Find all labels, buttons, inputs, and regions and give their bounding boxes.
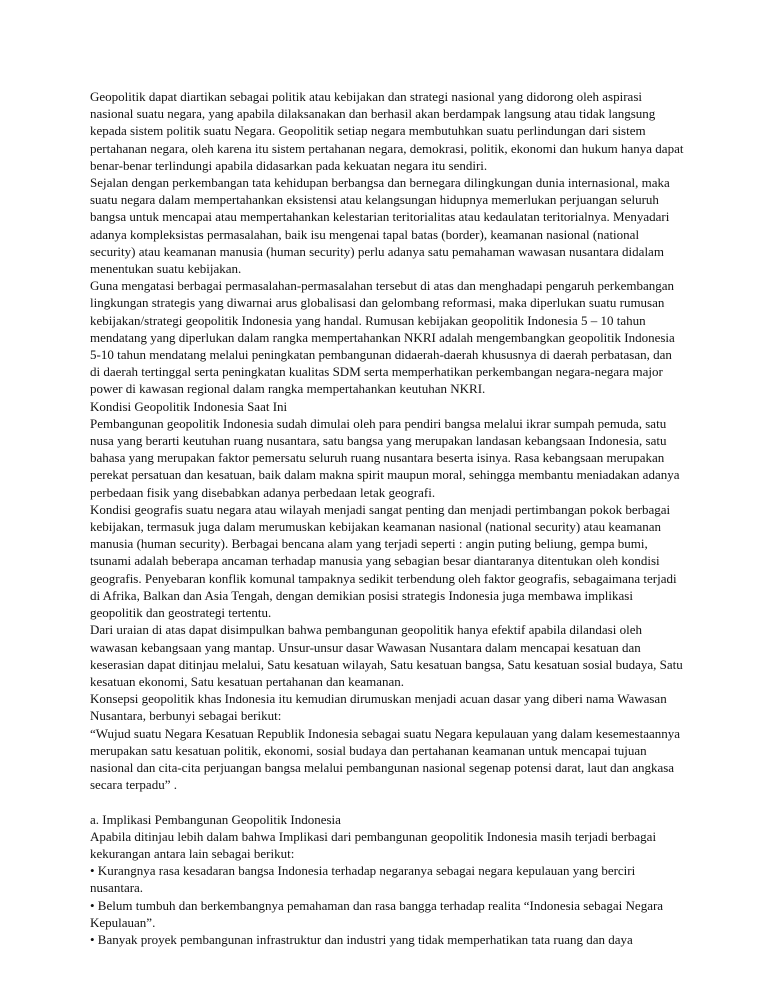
paragraph-wawasan-quote: “Wujud suatu Negara Kesatuan Republik Indonesia sebagai suatu Negara kepulauan yang dalam kesemestaannya merupakan satu kesatuan politik, ekonomi, sosial budaya dan pertahanan keamanan untuk mencapai tujuan nasional dan cita-cita perjuangan bangsa melalui pembangunan nasional segenap potensi darat, laut dan angkasa secara terpadu” . [90,725,681,793]
bullet-item: • Belum tumbuh dan berkembangnya pemahaman dan rasa bangga terhadap realita “Indonesia sebagai Negara Kepulauan”. [90,897,664,930]
paragraph-implications-intro: Apabila ditinjau lebih dalam bahwa Implikasi dari pembangunan geopolitik Indonesia masih terjadi berbagai kekurangan antara lain sebagai berikut: [90,828,657,861]
bullet-item: • Banyak proyek pembangunan infrastruktur dan industri yang tidak memperhatikan tata ruang dan daya [90,931,633,947]
paragraph-strategy-formulation: Guna mengatasi berbagai permasalahan-permasalahan tersebut di atas dan menghadapi pengaruh perkembangan lingkungan strategis yang diwarnai arus globalisasi dan gelombang reformasi, maka diperlukan suatu rumusan kebijakan/strategi geopolitik Indonesia yang handal. Rumusan kebijakan geopolitik Indonesia 5 – 10 tahun mendatang yang diperlukan dalam rangka mempertahankan NKRI adalah mengembangkan geopolitik Indonesia 5-10 tahun mendatang melalui peningkatan pembangunan didaerah-daerah khususnya di daerah perbatasan, dan di daerah tertinggal serta peningkatan kualitas SDM serta memperhatikan perkembangan negara-negara major power di kawasan regional dalam rangka mempertahankan keutuhan NKRI. [90,278,675,397]
section-heading-implications: a. Implikasi Pembangunan Geopolitik Indonesia [90,811,341,827]
section-heading-current-condition: Kondisi Geopolitik Indonesia Saat Ini [90,398,288,414]
bullet-item: • Kurangnya rasa kesadaran bangsa Indonesia terhadap negaranya sebagai negara kepulauan yang berciri nusantara. [90,863,636,896]
paragraph-wawasan-intro: Konsepsi geopolitik khas Indonesia itu kemudian dirumuskan menjadi acuan dasar yang diberi nama Wawasan Nusantara, berbunyi sebagai berikut: [90,691,667,724]
document-body [90,88,685,948]
paragraph-international-development: Sejalan dengan perkembangan tata kehidupan berbangsa dan bernegara dilingkungan dunia internasional, maka suatu negara dalam mempertahankan eksistensi atau kelangsungan hidupnya memerlukan perjuangan seluruh bangsa untuk mencapai atau mempertahankan kelestarian teritorialitas atau kedaulatan teritorialnya. Menyadari adanya kompleksistas permasalahan, baik isu mengenai tapal batas (border), keamanan nasional (national security) atau keamanan manusia (human security) perlu adanya satu pemahaman wawasan nusantara didalam menentukan suatu kebijakan. [90,175,670,277]
paragraph-geopolitik-definition: Geopolitik dapat diartikan sebagai politik atau kebijakan dan strategi nasional yang didorong oleh aspirasi nasional suatu negara, yang apabila dilaksanakan dan berhasil akan berdampak langsung atau tidak langsung kepada sistem politik suatu Negara. Geopolitik setiap negara membutuhkan suatu perlindungan dari sistem pertahanan negara, oleh karena itu sistem pertahanan negara, demokrasi, politik, ekonomi dan hukum hanya dapat benar-benar terlindungi apabila didasarkan pada kekuatan negara itu sendiri. [90,89,684,173]
paragraph-conclusion: Dari uraian di atas dapat disimpulkan bahwa pembangunan geopolitik hanya efektif apabila dilandasi oleh wawasan kebangsaan yang mantap. Unsur-unsur dasar Wawasan Nusantara dalam mencapai kesatuan dan keserasian dapat ditinjau melalui, Satu kesatuan wilayah, Satu kesatuan bangsa, Satu kesatuan sosial budaya, Satu kesatuan ekonomi, Satu kesatuan pertahanan dan keamanan. [90,622,683,689]
paragraph-geographic-condition: Kondisi geografis suatu negara atau wilayah menjadi sangat penting dan menjadi pertimbangan pokok berbagai kebijakan, termasuk juga dalam merumuskan kebijakan keamanan nasional (national security) atau keamanan manusia (human security). Berbagai bencana alam yang terjadi seperti : angin puting beliung, gempa bumi, tsunami adalah beberapa ancaman terhadap manusia yang sebagian besar diantaranya ditentukan oleh kondisi geografis. Penyebaran konflik komunal tampaknya sedikit terbendung oleh faktor geografis, sebagaimana terjadi di Afrika, Balkan dan Asia Tengah, dengan demikian posisi strategis Indonesia juga membawa implikasi geopolitik dan geostrategi tertentu. [90,501,677,621]
blank-line [90,793,685,810]
paragraph-national-development: Pembangunan geopolitik Indonesia sudah dimulai oleh para pendiri bangsa melalui ikrar sumpah pemuda, satu nusa yang berarti keutuhan ruang nusantara, satu bangsa yang merupakan landasan kebangsaan Indonesia, satu bahasa yang merupakan faktor pemersatu seluruh ruang nusantara beserta isinya. Rasa kebangsaan merupakan perekat persatuan dan kesatuan, baik dalam makna spirit maupun moral, sehingga membantu meniadakan adanya perbedaan fisik yang disebabkan adanya perbedaan letak geografi. [90,415,680,500]
